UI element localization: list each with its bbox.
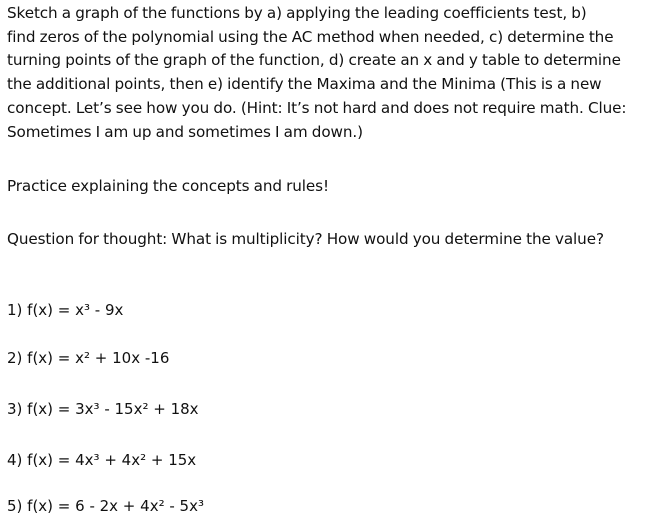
instructions-line: the additional points, then e) identify the Maxima and the Minima (This is a new <box>7 75 602 94</box>
problem-2: 2) f(x) = x² + 10x -16 <box>7 349 170 367</box>
instructions-line: find zeros of the polynomial using the AC method when needed, c) determine the <box>7 27 614 46</box>
question-for-thought: Question for thought: What is multiplicity? How would you determine the value? <box>7 230 604 248</box>
instructions-line: concept. Let’s see how you do. (Hint: It’s not hard and does not require math. Clue: <box>7 98 627 117</box>
problem-1: 1) f(x) = x³ - 9x <box>7 301 124 319</box>
instructions-line: Sometimes I am up and sometimes I am down.) <box>7 122 363 141</box>
problem-3: 3) f(x) = 3x³ - 15x² + 18x <box>7 400 199 418</box>
instructions-line: Sketch a graph of the functions by a) applying the leading coefficients test, b) <box>7 4 587 22</box>
instructions-line: turning points of the graph of the function, d) create an x and y table to determine <box>7 51 621 70</box>
problem-4: 4) f(x) = 4x³ + 4x² + 15x <box>7 451 197 469</box>
practice-prompt: Practice explaining the concepts and rules! <box>7 177 329 195</box>
instructions-paragraph <box>7 2 647 144</box>
problem-5: 5) f(x) = 6 - 2x + 4x² - 5x³ <box>7 497 204 515</box>
